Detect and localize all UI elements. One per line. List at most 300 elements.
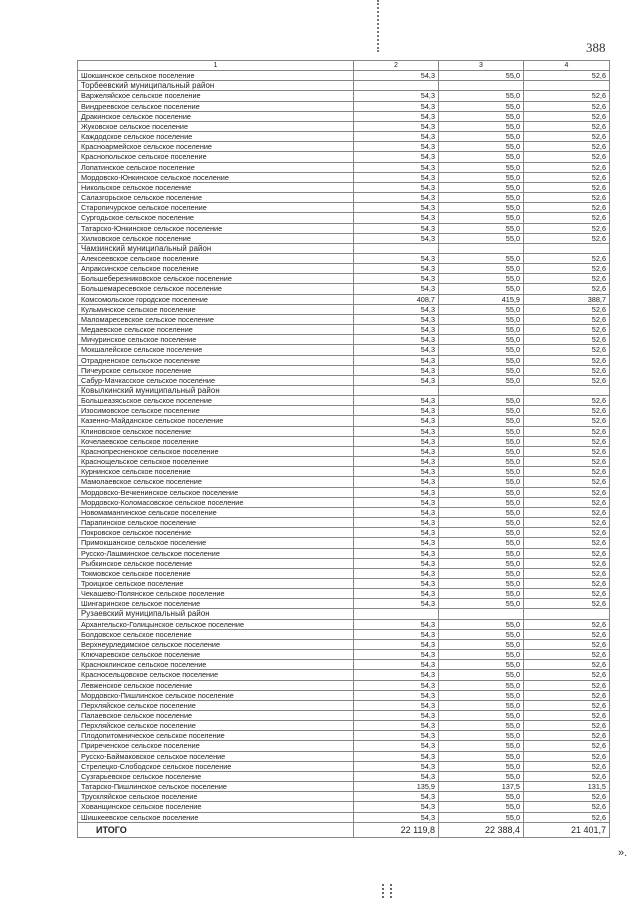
value-cell-col2: 54,3: [354, 416, 439, 426]
value-cell-col2: 54,3: [354, 548, 439, 558]
value-cell-col4: 52,6: [524, 680, 610, 690]
value-cell-col3: 137,5: [439, 782, 524, 792]
value-cell-col3: 55,0: [439, 650, 524, 660]
district-header-row: [78, 386, 610, 396]
table-row: [78, 599, 610, 609]
table-row: [78, 711, 610, 721]
value-cell-col3: 55,0: [439, 213, 524, 223]
value-cell-col2: 54,3: [354, 223, 439, 233]
value-cell-col2: 54,3: [354, 558, 439, 568]
table-row: [78, 142, 610, 152]
value-cell-col2: 135,9: [354, 782, 439, 792]
value-cell-col3: 55,0: [439, 528, 524, 538]
settlement-name-cell: Мордовско-Коломасовское сельское поселение: [78, 497, 354, 507]
settlement-name-cell: Парапинское сельское поселение: [78, 518, 354, 528]
value-cell-col4: 52,6: [524, 375, 610, 385]
value-cell-col4: 52,6: [524, 670, 610, 680]
value-cell-col3: 415,9: [439, 294, 524, 304]
district-name-cell: Торбеевский муниципальный район: [78, 81, 354, 91]
binding-stitch-mark-top: [377, 0, 382, 52]
value-cell-col2: 54,3: [354, 528, 439, 538]
table-row: [78, 782, 610, 792]
value-cell-col2: 408,7: [354, 294, 439, 304]
value-cell-col3: 55,0: [439, 599, 524, 609]
table-row: [78, 761, 610, 771]
table-row: [78, 477, 610, 487]
settlement-name-cell: Краснощельское сельское поселение: [78, 457, 354, 467]
value-cell-col4: 52,6: [524, 721, 610, 731]
value-cell-col2: 54,3: [354, 721, 439, 731]
table-row: [78, 355, 610, 365]
value-cell-col3: 55,0: [439, 518, 524, 528]
value-cell-col2: 54,3: [354, 203, 439, 213]
value-cell-col2: 54,3: [354, 436, 439, 446]
value-cell-col4: 52,6: [524, 436, 610, 446]
settlement-name-cell: Алексеевское сельское поселение: [78, 253, 354, 263]
value-cell-col2: 54,3: [354, 446, 439, 456]
value-cell-col3: 55,0: [439, 274, 524, 284]
total-row: [78, 822, 610, 837]
settlement-name-cell: Салазгорьское сельское поселение: [78, 193, 354, 203]
value-cell-col3: 55,0: [439, 314, 524, 324]
settlement-name-cell: Старопичурское сельское поселение: [78, 203, 354, 213]
settlement-name-cell: Казенно-Майданское сельское поселение: [78, 416, 354, 426]
value-cell-col3: 55,0: [439, 761, 524, 771]
settlement-name-cell: Шишкеевское сельское поселение: [78, 812, 354, 822]
table-row: [78, 548, 610, 558]
table-row: [78, 446, 610, 456]
value-cell-col3: 55,0: [439, 639, 524, 649]
value-cell-col3: 55,0: [439, 396, 524, 406]
settlement-name-cell: Красноармейское сельское поселение: [78, 142, 354, 152]
table-row: [78, 660, 610, 670]
table-row: [78, 771, 610, 781]
value-cell-col3: 55,0: [439, 121, 524, 131]
value-cell-col2: 54,3: [354, 690, 439, 700]
value-cell-col2: 54,3: [354, 233, 439, 243]
settlement-name-cell: Сабур-Мачкасское сельское поселение: [78, 375, 354, 385]
settlement-name-cell: Русско-Баймаковское сельское поселение: [78, 751, 354, 761]
value-cell-col2: 54,3: [354, 761, 439, 771]
table-row: [78, 233, 610, 243]
table-row: [78, 690, 610, 700]
value-cell-col3: 55,0: [439, 792, 524, 802]
value-cell-col4: 52,6: [524, 325, 610, 335]
settlement-name-cell: Покровское сельское поселение: [78, 528, 354, 538]
settlement-name-cell: Чекашево-Полянское сельское поселение: [78, 589, 354, 599]
value-cell-col4: 52,6: [524, 345, 610, 355]
value-cell-col2: 54,3: [354, 152, 439, 162]
table-row: [78, 172, 610, 182]
value-cell-col4: 52,6: [524, 731, 610, 741]
value-cell-col4: 52,6: [524, 91, 610, 101]
value-cell-col3: 55,0: [439, 111, 524, 121]
value-cell-col4: 52,6: [524, 172, 610, 182]
settlement-name-cell: Архангельско-Голицынское сельское поселение: [78, 619, 354, 629]
value-cell-col4: 52,6: [524, 121, 610, 131]
value-cell-col4: 52,6: [524, 233, 610, 243]
value-cell-col2: 54,3: [354, 467, 439, 477]
value-cell-col4: 52,6: [524, 213, 610, 223]
value-cell-col3: 55,0: [439, 578, 524, 588]
value-cell-col2: 54,3: [354, 457, 439, 467]
value-cell-col4: 52,6: [524, 457, 610, 467]
settlement-name-cell: Перхляйское сельское поселение: [78, 700, 354, 710]
value-cell-col2: 54,3: [354, 731, 439, 741]
value-cell-col2: 54,3: [354, 132, 439, 142]
value-cell-col4: 52,6: [524, 314, 610, 324]
value-cell-col4: 52,6: [524, 335, 610, 345]
value-cell-col3: 55,0: [439, 162, 524, 172]
value-cell-col2: 54,3: [354, 426, 439, 436]
table-row: [78, 365, 610, 375]
table-row: [78, 558, 610, 568]
value-cell-col2: 54,3: [354, 264, 439, 274]
value-cell-col2: 54,3: [354, 325, 439, 335]
value-cell-col4: 52,6: [524, 142, 610, 152]
table-row: [78, 325, 610, 335]
settlement-name-cell: Мокшалейское сельское поселение: [78, 345, 354, 355]
value-cell-col4: 52,6: [524, 71, 610, 81]
value-cell-col4: 52,6: [524, 518, 610, 528]
value-cell-col4: 52,6: [524, 284, 610, 294]
settlement-name-cell: Мамолаевское сельское поселение: [78, 477, 354, 487]
table-row: [78, 538, 610, 548]
value-cell-col3: 55,0: [439, 487, 524, 497]
value-cell-col2: 54,3: [354, 629, 439, 639]
settlement-name-cell: Большеберезниковское сельское поселение: [78, 274, 354, 284]
value-cell-col4: 52,6: [524, 538, 610, 548]
value-cell-col3: 55,0: [439, 71, 524, 81]
table-row: [78, 91, 610, 101]
table-row: [78, 294, 610, 304]
value-cell-col4: 52,6: [524, 487, 610, 497]
value-cell-col4: 52,6: [524, 528, 610, 538]
value-cell-col3: [439, 243, 524, 253]
settlement-name-cell: Апраксинское сельское поселение: [78, 264, 354, 274]
table-row: [78, 457, 610, 467]
settlement-name-cell: Краснопресненское сельское поселение: [78, 446, 354, 456]
settlement-name-cell: Стрелецко-Слободское сельское поселение: [78, 761, 354, 771]
value-cell-col4: 131,5: [524, 782, 610, 792]
value-cell-col4: 52,6: [524, 792, 610, 802]
value-cell-col3: 55,0: [439, 284, 524, 294]
value-cell-col4: 52,6: [524, 355, 610, 365]
value-cell-col4: 52,6: [524, 619, 610, 629]
table-row: [78, 680, 610, 690]
value-cell-col2: 54,3: [354, 771, 439, 781]
page-number: 388: [586, 40, 606, 55]
value-cell-col2: 54,3: [354, 507, 439, 517]
value-cell-col3: 55,0: [439, 91, 524, 101]
value-cell-col4: 52,6: [524, 589, 610, 599]
value-cell-col4: 52,6: [524, 507, 610, 517]
value-cell-col3: 55,0: [439, 497, 524, 507]
settlement-name-cell: Отрадненское сельское поселение: [78, 355, 354, 365]
column-header-4: 4: [524, 61, 610, 71]
table-row: [78, 213, 610, 223]
settlement-name-cell: Приреченское сельское поселение: [78, 741, 354, 751]
settlement-name-cell: Красносельцовское сельское поселение: [78, 670, 354, 680]
value-cell-col2: 54,3: [354, 619, 439, 629]
table-row: [78, 650, 610, 660]
value-cell-col2: 54,3: [354, 487, 439, 497]
table-row: [78, 253, 610, 263]
value-cell-col3: 55,0: [439, 172, 524, 182]
table-row: [78, 111, 610, 121]
table-row: [78, 619, 610, 629]
settlement-name-cell: Большемаресевское сельское поселение: [78, 284, 354, 294]
value-cell-col2: [354, 386, 439, 396]
value-cell-col3: 55,0: [439, 660, 524, 670]
table-row: [78, 721, 610, 731]
table-row: [78, 629, 610, 639]
value-cell-col2: 54,3: [354, 284, 439, 294]
table-row: [78, 375, 610, 385]
value-cell-col3: 55,0: [439, 436, 524, 446]
value-cell-col3: 55,0: [439, 264, 524, 274]
value-cell-col4: 52,6: [524, 264, 610, 274]
value-cell-col4: 52,6: [524, 761, 610, 771]
settlement-name-cell: Шингаринское сельское поселение: [78, 599, 354, 609]
value-cell-col3: 55,0: [439, 233, 524, 243]
table-row: [78, 731, 610, 741]
value-cell-col3: 55,0: [439, 223, 524, 233]
settlement-name-cell: Кочелаевское сельское поселение: [78, 436, 354, 446]
value-cell-col2: 54,3: [354, 711, 439, 721]
settlement-name-cell: Большеазясьское сельское поселение: [78, 396, 354, 406]
table-row: [78, 304, 610, 314]
value-cell-col3: 55,0: [439, 771, 524, 781]
settlement-name-cell: Сузгарьевское сельское поселение: [78, 771, 354, 781]
value-cell-col3: 55,0: [439, 690, 524, 700]
value-cell-col3: 55,0: [439, 365, 524, 375]
table-row: [78, 152, 610, 162]
settlement-name-cell: Комсомольское городское поселение: [78, 294, 354, 304]
value-cell-col4: 52,6: [524, 751, 610, 761]
settlement-name-cell: Курнинское сельское поселение: [78, 467, 354, 477]
table-row: [78, 132, 610, 142]
value-cell-col3: 55,0: [439, 446, 524, 456]
budget-table: [77, 60, 610, 838]
column-header-3: 3: [439, 61, 524, 71]
table-row: [78, 802, 610, 812]
district-name-cell: Чамзинский муниципальный район: [78, 243, 354, 253]
settlement-name-cell: Примокшанское сельское поселение: [78, 538, 354, 548]
value-cell-col3: [439, 386, 524, 396]
value-cell-col2: 54,3: [354, 497, 439, 507]
settlement-name-cell: Плодопитомническое сельское поселение: [78, 731, 354, 741]
value-cell-col4: [524, 81, 610, 91]
value-cell-col2: [354, 243, 439, 253]
settlement-name-cell: Медаевское сельское поселение: [78, 325, 354, 335]
value-cell-col2: 54,3: [354, 650, 439, 660]
settlement-name-cell: Троицкое сельское поселение: [78, 578, 354, 588]
table-row: [78, 507, 610, 517]
value-cell-col4: 52,6: [524, 426, 610, 436]
table-row: [78, 345, 610, 355]
value-cell-col3: 55,0: [439, 406, 524, 416]
value-cell-col2: 54,3: [354, 812, 439, 822]
value-cell-col2: 54,3: [354, 213, 439, 223]
value-cell-col2: 54,3: [354, 314, 439, 324]
table-row: [78, 101, 610, 111]
value-cell-col2: 54,3: [354, 518, 439, 528]
table-row: [78, 812, 610, 822]
value-cell-col3: 55,0: [439, 457, 524, 467]
value-cell-col3: [439, 609, 524, 619]
total-value-col3: 22 388,4: [439, 822, 524, 837]
settlement-name-cell: Лопатинское сельское поселение: [78, 162, 354, 172]
settlement-name-cell: Мордовско-Юнкинское сельское поселение: [78, 172, 354, 182]
value-cell-col3: 55,0: [439, 132, 524, 142]
value-cell-col4: 52,6: [524, 599, 610, 609]
value-cell-col2: 54,3: [354, 193, 439, 203]
settlement-name-cell: Болдовское сельское поселение: [78, 629, 354, 639]
value-cell-col3: 55,0: [439, 741, 524, 751]
value-cell-col2: 54,3: [354, 182, 439, 192]
value-cell-col2: 54,3: [354, 751, 439, 761]
value-cell-col2: 54,3: [354, 253, 439, 263]
table-row: [78, 162, 610, 172]
column-header-1: 1: [78, 61, 354, 71]
value-cell-col3: 55,0: [439, 416, 524, 426]
value-cell-col4: 52,6: [524, 650, 610, 660]
table-row: [78, 274, 610, 284]
value-cell-col2: 54,3: [354, 741, 439, 751]
value-cell-col4: 52,6: [524, 396, 610, 406]
table-row: [78, 568, 610, 578]
settlement-name-cell: Ключаревское сельское поселение: [78, 650, 354, 660]
value-cell-col4: [524, 386, 610, 396]
value-cell-col3: 55,0: [439, 182, 524, 192]
value-cell-col3: 55,0: [439, 721, 524, 731]
value-cell-col2: 54,3: [354, 477, 439, 487]
settlement-name-cell: Жуковское сельское поселение: [78, 121, 354, 131]
value-cell-col4: 52,6: [524, 193, 610, 203]
table-row: [78, 639, 610, 649]
value-cell-col4: 52,6: [524, 274, 610, 284]
district-header-row: [78, 243, 610, 253]
value-cell-col4: 52,6: [524, 802, 610, 812]
value-cell-col2: 54,3: [354, 660, 439, 670]
value-cell-col3: 55,0: [439, 101, 524, 111]
table-row: [78, 589, 610, 599]
settlement-name-cell: Никольское сельское поселение: [78, 182, 354, 192]
value-cell-col2: 54,3: [354, 538, 439, 548]
table-header-row: [78, 61, 610, 71]
settlement-name-cell: Пичеурское сельское поселение: [78, 365, 354, 375]
settlement-name-cell: Левженское сельское поселение: [78, 680, 354, 690]
value-cell-col4: 52,6: [524, 477, 610, 487]
value-cell-col2: 54,3: [354, 700, 439, 710]
district-header-row: [78, 81, 610, 91]
settlement-name-cell: Каждодское сельское поселение: [78, 132, 354, 142]
table-row: [78, 284, 610, 294]
value-cell-col2: 54,3: [354, 274, 439, 284]
value-cell-col2: 54,3: [354, 142, 439, 152]
settlement-name-cell: Кульминское сельское поселение: [78, 304, 354, 314]
settlement-name-cell: Дракинское сельское поселение: [78, 111, 354, 121]
value-cell-col2: 54,3: [354, 396, 439, 406]
settlement-name-cell: Токмовское сельское поселение: [78, 568, 354, 578]
settlement-name-cell: Клиновское сельское поселение: [78, 426, 354, 436]
continuation-mark: ».: [618, 847, 628, 859]
table-row: [78, 670, 610, 680]
value-cell-col2: 54,3: [354, 111, 439, 121]
value-cell-col4: 52,6: [524, 690, 610, 700]
settlement-name-cell: Палаевское сельское поселение: [78, 711, 354, 721]
settlement-name-cell: Красноклинское сельское поселение: [78, 660, 354, 670]
value-cell-col3: 55,0: [439, 152, 524, 162]
value-cell-col3: 55,0: [439, 355, 524, 365]
value-cell-col2: 54,3: [354, 589, 439, 599]
value-cell-col2: 54,3: [354, 71, 439, 81]
total-label-cell: ИТОГО: [78, 822, 354, 837]
settlement-name-cell: Краснопольское сельское поселение: [78, 152, 354, 162]
value-cell-col3: 55,0: [439, 142, 524, 152]
total-value-col4: 21 401,7: [524, 822, 610, 837]
value-cell-col3: 55,0: [439, 700, 524, 710]
value-cell-col2: 54,3: [354, 406, 439, 416]
value-cell-col2: 54,3: [354, 121, 439, 131]
value-cell-col4: 52,6: [524, 771, 610, 781]
settlement-name-cell: Перхляйское сельское поселение: [78, 721, 354, 731]
value-cell-col2: 54,3: [354, 599, 439, 609]
value-cell-col2: 54,3: [354, 375, 439, 385]
value-cell-col4: 52,6: [524, 446, 610, 456]
settlement-name-cell: Трускляйское сельское поселение: [78, 792, 354, 802]
value-cell-col4: 52,6: [524, 406, 610, 416]
value-cell-col4: [524, 609, 610, 619]
settlement-name-cell: Рыбкинское сельское поселение: [78, 558, 354, 568]
settlement-name-cell: Хилковское сельское поселение: [78, 233, 354, 243]
value-cell-col4: 52,6: [524, 548, 610, 558]
value-cell-col4: 52,6: [524, 629, 610, 639]
settlement-name-cell: Маломаресевское сельское поселение: [78, 314, 354, 324]
value-cell-col3: 55,0: [439, 325, 524, 335]
table-row: [78, 193, 610, 203]
value-cell-col4: 52,6: [524, 101, 610, 111]
value-cell-col3: 55,0: [439, 304, 524, 314]
value-cell-col3: 55,0: [439, 345, 524, 355]
table-row: [78, 426, 610, 436]
value-cell-col3: 55,0: [439, 812, 524, 822]
value-cell-col2: 54,3: [354, 639, 439, 649]
value-cell-col3: 55,0: [439, 507, 524, 517]
value-cell-col4: 52,6: [524, 467, 610, 477]
budget-table-container: [77, 60, 609, 838]
value-cell-col3: 55,0: [439, 193, 524, 203]
value-cell-col4: 52,6: [524, 253, 610, 263]
value-cell-col3: [439, 81, 524, 91]
binding-stitch-mark-bottom: [382, 884, 392, 898]
value-cell-col4: 52,6: [524, 660, 610, 670]
table-row: [78, 335, 610, 345]
value-cell-col2: 54,3: [354, 792, 439, 802]
table-row: [78, 741, 610, 751]
column-header-2: 2: [354, 61, 439, 71]
value-cell-col4: 52,6: [524, 639, 610, 649]
table-row: [78, 528, 610, 538]
value-cell-col4: 52,6: [524, 812, 610, 822]
settlement-name-cell: Верхнеурледимское сельское поселение: [78, 639, 354, 649]
value-cell-col3: 55,0: [439, 619, 524, 629]
budget-table-body: [78, 61, 610, 838]
table-row: [78, 467, 610, 477]
table-row: [78, 223, 610, 233]
value-cell-col3: 55,0: [439, 589, 524, 599]
